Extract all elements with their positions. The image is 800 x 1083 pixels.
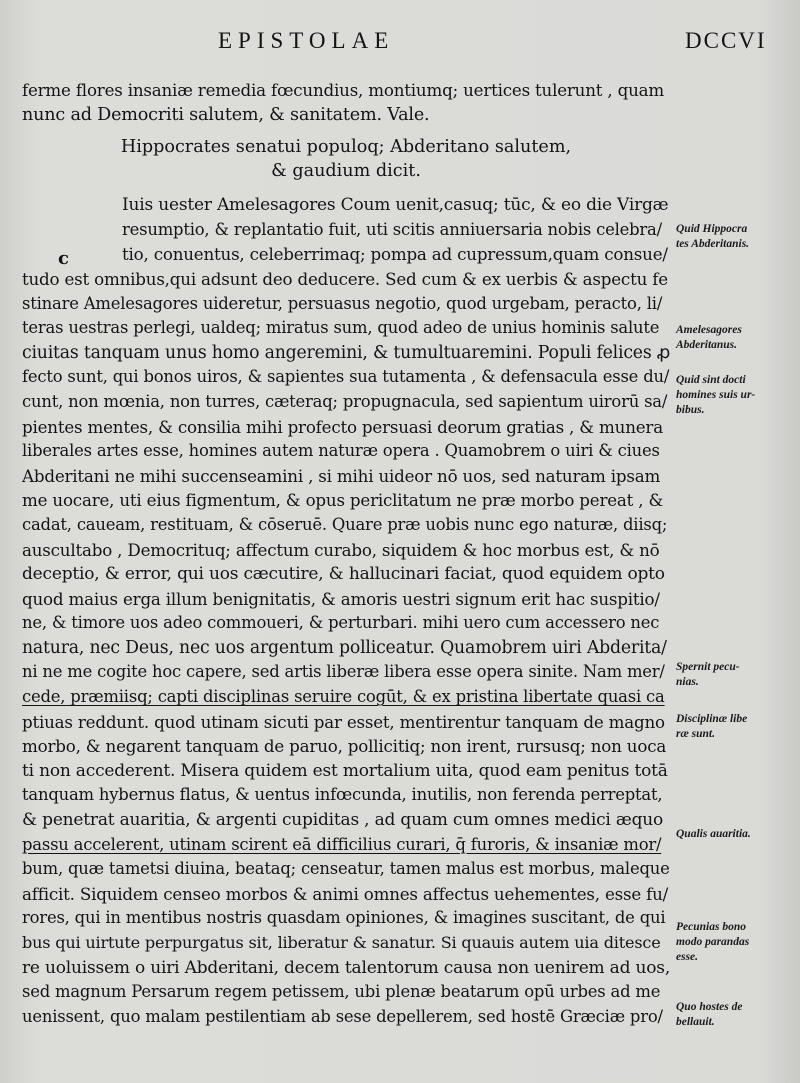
main-text-block xyxy=(22,78,670,1029)
text-line: ti non accederent. Misera quidem est mortalium uita, quod eam penitus totā xyxy=(22,760,668,781)
letter-heading: Hippocrates senatui populoq; Abderitano salutem, xyxy=(120,137,572,158)
marginal-note: Disciplinæ libe ræ sunt. xyxy=(676,713,748,740)
text-line: cunt, non mœnia, non turres, cæteraq; propugnacula, sed sapientum uirorū sa/ xyxy=(22,391,668,411)
text-line: Abderitani ne mihi succenseamini , si mihi uideor nō uos, sed naturam ipsam xyxy=(22,465,661,486)
marginal-note: Spernit pecu- nias. xyxy=(676,661,740,688)
folio-number: DCCVI xyxy=(685,28,767,53)
text-line: ptiuas reddunt. quod utinam sicuti par esset, mentirentur tanquam de magno xyxy=(22,711,665,732)
text-line: resumptio, & replantatio fuit, uti scitis anniuersaria nobis celebra/ xyxy=(122,219,662,239)
text-line: Iuis uester Amelesagores Coum uenit,casuq; tūc, & eo die Virgæ xyxy=(122,195,669,216)
underlined-text-line: passu accelerent, utinam scirent eā difficilius curari, q̄ furoris, & insaniæ mor/ xyxy=(22,834,662,854)
text-line: re uoluissem o uiri Abderitani, decem talentorum causa non uenirem ad uos, xyxy=(22,957,670,978)
text-line: cadat, caueam, restituam, & cōseruē. Quare præ uobis nunc ego naturæ, diisq; xyxy=(22,514,668,534)
text-line: pientes mentes, & consilia mihi profecto persuasi deorum gratias , & munera xyxy=(22,416,663,437)
text-line: auscultabo , Democrituq; affectum curabo, siquidem & hoc morbus est, & nō xyxy=(22,539,660,560)
text-line: me uocare, uti eius figmentum, & opus periclitatum ne præ morbo pereat , & xyxy=(22,490,664,511)
text-line: sed magnum Persarum regem petissem, ubi plenæ beatarum opū urbes ad me xyxy=(22,982,661,1002)
text-line: deceptio, & error, qui uos cæcutire, & hallucinari faciat, quod equidem opto xyxy=(22,564,665,585)
text-line: natura, nec Deus, nec uos argentum polliceatur. Quamobrem uiri Abderita/ xyxy=(22,637,667,658)
running-title: EPISTOLAE xyxy=(218,28,395,53)
section-marker: c xyxy=(58,248,69,269)
text-line: bum, quæ tametsi diuina, beataq; censeatur, tamen malus est morbus, maleque xyxy=(22,859,670,879)
text-line: bus qui uirtute perpurgatus sit, liberatur & sanatur. Si quauis autem uia ditesce xyxy=(22,933,661,952)
marginal-note: Quid sint docti homines suis ur- bibus. xyxy=(676,374,756,416)
text-line: afficit. Siquidem censeo morbos & animi omnes affectus uehementes, esse fu/ xyxy=(22,883,669,904)
text-line: teras uestras perlegi, ualdeq; miratus sum, quod adeo de unius hominis salute xyxy=(22,318,660,338)
text-line: ne, & timore uos adeo commoueri, & perturbari. mihi uero cum accessero nec xyxy=(22,613,660,633)
text-line: uenissent, quo malam pestilentiam ab sese depellerem, sed hostē Græciæ pro/ xyxy=(22,1006,663,1026)
text-line: quod maius erga illum benignitatis, & amoris uestri signum erit hac suspitio/ xyxy=(22,588,660,609)
text-line: ni ne me cogite hoc capere, sed artis liberæ libera esse opera sinite. Nam mer/ xyxy=(22,662,665,682)
text-line: tanquam hybernus flatus, & uentus infœcunda, inutilis, non ferenda perreptat, xyxy=(22,785,663,805)
text-line: tio, conuentus, celeberrimaq; pompa ad cupressum,quam consue/ xyxy=(122,244,668,265)
text-line: tudo est omnibus,qui adsunt deo deducere. Sed cum & ex uerbis & aspectu fe xyxy=(22,268,668,289)
text-line: & penetrat auaritia, & argenti cupiditas , ad quam cum omnes medici æquo xyxy=(22,810,664,831)
text-line: liberales artes esse, homines autem naturæ opera . Quamobrem o uiri & ciues xyxy=(22,441,660,461)
marginal-note: Pecunias bono modo parandas esse. xyxy=(676,921,750,963)
marginal-note: Quo hostes de bellauit. xyxy=(676,1001,743,1028)
underlined-text-line: cede, præmiisq; capti disciplinas seruire cogūt, & ex pristina libertate quasi ca xyxy=(22,687,665,707)
text-line: rores, qui in mentibus nostris quasdam opiniones, & imagines suscitant, de qui xyxy=(22,908,666,928)
marginal-note: Amelesagores Abderitanus. xyxy=(676,324,742,351)
text-line: fecto sunt, qui bonos uiros, & sapientes sua tutamenta , & defensacula esse du/ xyxy=(22,367,670,387)
marginal-note: Quid Hippocra tes Abderitanis. xyxy=(676,223,750,250)
text-line: ferme flores insaniæ remedia fœcundius, montiumq; uertices tulerunt , quam xyxy=(22,80,665,100)
text-line: morbo, & negarent tanquam de paruo, pollicitiq; non irent, rursusq; non uoca xyxy=(22,736,667,757)
running-header xyxy=(0,28,800,58)
text-line: nunc ad Democriti salutem, & sanitatem. Vale. xyxy=(22,104,430,125)
text-line: stinare Amelesagores uideretur, persuasus negotio, quod urgebam, peracto, li/ xyxy=(22,293,663,313)
letter-heading: & gaudium dicit. xyxy=(271,161,421,182)
marginal-note: Qualis auaritia. xyxy=(676,828,751,840)
text-line: ciuitas tanquam unus homo angeremini, & tumultuaremini. Populi felices ꝓ xyxy=(22,342,670,363)
